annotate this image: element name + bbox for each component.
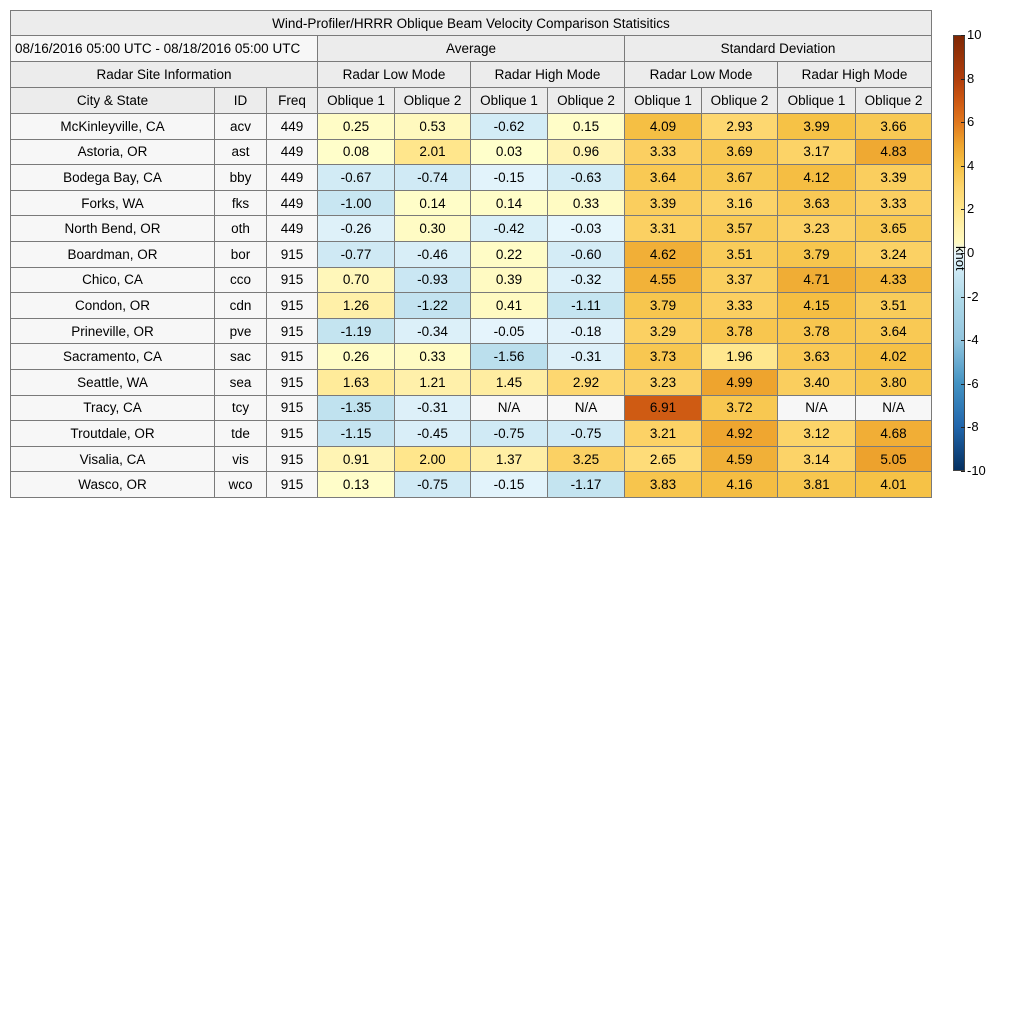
colorbar-tick-label: 6: [967, 114, 975, 130]
site-city-cell: Astoria, OR: [11, 139, 215, 165]
value-cell: 3.14: [778, 446, 856, 472]
value-cell: 3.33: [702, 293, 778, 319]
colorbar-tick-label: -6: [967, 375, 979, 391]
site-freq-cell: 915: [267, 421, 318, 447]
value-cell: 4.83: [856, 139, 932, 165]
value-cell: 0.22: [471, 241, 548, 267]
value-cell: -0.77: [318, 241, 395, 267]
value-cell: 3.23: [625, 369, 702, 395]
stats-table: [10, 10, 932, 498]
site-city-cell: Tracy, CA: [11, 395, 215, 421]
column-header: City & State: [11, 88, 215, 114]
table-row: [11, 114, 932, 140]
group-average-header: Average: [318, 36, 625, 62]
value-cell: 3.81: [778, 472, 856, 498]
value-cell: N/A: [548, 395, 625, 421]
table-row: [11, 241, 932, 267]
value-cell: 0.41: [471, 293, 548, 319]
mode-header-avg-low: Radar Low Mode: [318, 62, 471, 88]
colorbar-tick-mark: [961, 427, 965, 428]
value-cell: 4.16: [702, 472, 778, 498]
site-freq-cell: 915: [267, 318, 318, 344]
site-city-cell: North Bend, OR: [11, 216, 215, 242]
value-cell: 3.72: [702, 395, 778, 421]
column-header: Oblique 1: [625, 88, 702, 114]
column-header: Oblique 2: [548, 88, 625, 114]
site-id-cell: ast: [215, 139, 267, 165]
table-row: [11, 139, 932, 165]
site-city-cell: Forks, WA: [11, 190, 215, 216]
value-cell: 3.65: [856, 216, 932, 242]
value-cell: 3.37: [702, 267, 778, 293]
value-cell: -0.45: [395, 421, 471, 447]
value-cell: 0.33: [395, 344, 471, 370]
column-header: Oblique 1: [471, 88, 548, 114]
site-city-cell: Boardman, OR: [11, 241, 215, 267]
site-id-cell: sea: [215, 369, 267, 395]
site-id-cell: tcy: [215, 395, 267, 421]
value-cell: 4.02: [856, 344, 932, 370]
value-cell: -0.18: [548, 318, 625, 344]
colorbar-tick-mark: [961, 471, 965, 472]
table-row: [11, 293, 932, 319]
table-row: [11, 318, 932, 344]
value-cell: 4.71: [778, 267, 856, 293]
value-cell: 0.26: [318, 344, 395, 370]
colorbar-tick-mark: [961, 384, 965, 385]
value-cell: 3.66: [856, 114, 932, 140]
value-cell: 1.21: [395, 369, 471, 395]
value-cell: 1.96: [702, 344, 778, 370]
value-cell: -1.11: [548, 293, 625, 319]
value-cell: 3.80: [856, 369, 932, 395]
column-header: Oblique 1: [778, 88, 856, 114]
value-cell: 4.55: [625, 267, 702, 293]
table-row: [11, 472, 932, 498]
site-city-cell: Bodega Bay, CA: [11, 165, 215, 191]
value-cell: 3.24: [856, 241, 932, 267]
value-cell: -0.62: [471, 114, 548, 140]
value-cell: 3.25: [548, 446, 625, 472]
value-cell: 4.12: [778, 165, 856, 191]
site-freq-cell: 449: [267, 165, 318, 191]
value-cell: 2.01: [395, 139, 471, 165]
colorbar-tick-label: -4: [967, 332, 979, 348]
value-cell: 0.03: [471, 139, 548, 165]
colorbar-tick-label: 4: [967, 157, 975, 173]
value-cell: -0.03: [548, 216, 625, 242]
value-cell: -1.35: [318, 395, 395, 421]
site-freq-cell: 915: [267, 446, 318, 472]
value-cell: 3.12: [778, 421, 856, 447]
value-cell: 3.23: [778, 216, 856, 242]
value-cell: 5.05: [856, 446, 932, 472]
group-std-header: Standard Deviation: [625, 36, 932, 62]
site-freq-cell: 915: [267, 241, 318, 267]
value-cell: 2.65: [625, 446, 702, 472]
value-cell: 2.92: [548, 369, 625, 395]
value-cell: -0.05: [471, 318, 548, 344]
value-cell: 1.63: [318, 369, 395, 395]
column-header: Oblique 2: [395, 88, 471, 114]
value-cell: -0.32: [548, 267, 625, 293]
value-cell: 4.99: [702, 369, 778, 395]
colorbar-tick-mark: [961, 297, 965, 298]
value-cell: 3.51: [856, 293, 932, 319]
colorbar-tick-mark: [961, 166, 965, 167]
value-cell: N/A: [778, 395, 856, 421]
value-cell: 4.01: [856, 472, 932, 498]
site-id-cell: oth: [215, 216, 267, 242]
value-cell: -0.31: [395, 395, 471, 421]
site-id-cell: pve: [215, 318, 267, 344]
value-cell: 3.73: [625, 344, 702, 370]
value-cell: 4.92: [702, 421, 778, 447]
value-cell: -0.74: [395, 165, 471, 191]
colorbar-unit-label: knot: [953, 246, 968, 271]
value-cell: 1.45: [471, 369, 548, 395]
value-cell: 3.78: [702, 318, 778, 344]
site-id-cell: bor: [215, 241, 267, 267]
site-freq-cell: 915: [267, 267, 318, 293]
site-freq-cell: 915: [267, 472, 318, 498]
table-row: [11, 267, 932, 293]
site-id-cell: tde: [215, 421, 267, 447]
table-row: [11, 344, 932, 370]
site-id-cell: vis: [215, 446, 267, 472]
site-info-header: Radar Site Information: [11, 62, 318, 88]
value-cell: 3.39: [625, 190, 702, 216]
value-cell: -0.15: [471, 165, 548, 191]
value-cell: -0.67: [318, 165, 395, 191]
value-cell: 3.17: [778, 139, 856, 165]
value-cell: 0.25: [318, 114, 395, 140]
site-id-cell: wco: [215, 472, 267, 498]
value-cell: 0.53: [395, 114, 471, 140]
colorbar-tick-label: -10: [967, 463, 986, 478]
table-row: [11, 369, 932, 395]
value-cell: 3.83: [625, 472, 702, 498]
column-header: Oblique 2: [702, 88, 778, 114]
column-header: Oblique 2: [856, 88, 932, 114]
value-cell: 3.57: [702, 216, 778, 242]
site-id-cell: sac: [215, 344, 267, 370]
site-id-cell: bby: [215, 165, 267, 191]
column-header: Freq: [267, 88, 318, 114]
value-cell: N/A: [856, 395, 932, 421]
value-cell: 0.70: [318, 267, 395, 293]
site-city-cell: McKinleyville, CA: [11, 114, 215, 140]
value-cell: -0.42: [471, 216, 548, 242]
site-city-cell: Condon, OR: [11, 293, 215, 319]
value-cell: -1.56: [471, 344, 548, 370]
value-cell: 0.91: [318, 446, 395, 472]
value-cell: 3.31: [625, 216, 702, 242]
site-freq-cell: 449: [267, 114, 318, 140]
value-cell: 0.14: [395, 190, 471, 216]
value-cell: -0.34: [395, 318, 471, 344]
site-city-cell: Sacramento, CA: [11, 344, 215, 370]
date-range: 08/16/2016 05:00 UTC - 08/18/2016 05:00 UTC: [11, 36, 318, 62]
value-cell: 4.68: [856, 421, 932, 447]
value-cell: 3.64: [625, 165, 702, 191]
colorbar-tick-mark: [961, 209, 965, 210]
value-cell: 3.78: [778, 318, 856, 344]
table-title: Wind-Profiler/HRRR Oblique Beam Velocity Comparison Statisitics: [11, 11, 932, 36]
value-cell: 3.99: [778, 114, 856, 140]
site-freq-cell: 915: [267, 293, 318, 319]
value-cell: 4.15: [778, 293, 856, 319]
value-cell: 6.91: [625, 395, 702, 421]
value-cell: 3.67: [702, 165, 778, 191]
mode-header-std-high: Radar High Mode: [778, 62, 932, 88]
value-cell: 0.33: [548, 190, 625, 216]
value-cell: -0.60: [548, 241, 625, 267]
value-cell: 3.33: [856, 190, 932, 216]
value-cell: 1.37: [471, 446, 548, 472]
site-id-cell: cco: [215, 267, 267, 293]
colorbar-tick-label: 8: [967, 70, 975, 86]
site-freq-cell: 915: [267, 369, 318, 395]
site-freq-cell: 915: [267, 344, 318, 370]
value-cell: 0.08: [318, 139, 395, 165]
colorbar-tick-label: -2: [967, 288, 979, 304]
value-cell: N/A: [471, 395, 548, 421]
colorbar-tick-mark: [961, 122, 965, 123]
site-freq-cell: 449: [267, 139, 318, 165]
table-row: [11, 190, 932, 216]
value-cell: 3.29: [625, 318, 702, 344]
value-cell: 3.79: [625, 293, 702, 319]
mode-header-std-low: Radar Low Mode: [625, 62, 778, 88]
site-id-cell: fks: [215, 190, 267, 216]
value-cell: -0.63: [548, 165, 625, 191]
value-cell: 2.93: [702, 114, 778, 140]
value-cell: -1.19: [318, 318, 395, 344]
table-row: [11, 446, 932, 472]
value-cell: 0.13: [318, 472, 395, 498]
value-cell: 4.59: [702, 446, 778, 472]
value-cell: 0.14: [471, 190, 548, 216]
site-city-cell: Prineville, OR: [11, 318, 215, 344]
site-city-cell: Troutdale, OR: [11, 421, 215, 447]
value-cell: 3.39: [856, 165, 932, 191]
value-cell: 3.21: [625, 421, 702, 447]
table-row: [11, 165, 932, 191]
value-cell: -0.75: [471, 421, 548, 447]
value-cell: -0.26: [318, 216, 395, 242]
value-cell: -0.15: [471, 472, 548, 498]
value-cell: 3.51: [702, 241, 778, 267]
value-cell: -1.17: [548, 472, 625, 498]
table-row: [11, 216, 932, 242]
value-cell: 1.26: [318, 293, 395, 319]
colorbar-tick-mark: [961, 35, 965, 36]
value-cell: -1.15: [318, 421, 395, 447]
site-city-cell: Seattle, WA: [11, 369, 215, 395]
value-cell: 4.09: [625, 114, 702, 140]
value-cell: 0.39: [471, 267, 548, 293]
colorbar-tick-label: 0: [967, 245, 975, 260]
value-cell: -0.31: [548, 344, 625, 370]
site-freq-cell: 915: [267, 395, 318, 421]
value-cell: 4.33: [856, 267, 932, 293]
site-city-cell: Wasco, OR: [11, 472, 215, 498]
value-cell: -0.93: [395, 267, 471, 293]
column-header: ID: [215, 88, 267, 114]
colorbar-tick-label: 2: [967, 201, 975, 217]
column-header: Oblique 1: [318, 88, 395, 114]
value-cell: 3.63: [778, 190, 856, 216]
value-cell: 0.96: [548, 139, 625, 165]
value-cell: -1.00: [318, 190, 395, 216]
value-cell: 3.69: [702, 139, 778, 165]
colorbar-tick-mark: [961, 79, 965, 80]
value-cell: 0.15: [548, 114, 625, 140]
value-cell: 3.79: [778, 241, 856, 267]
site-id-cell: acv: [215, 114, 267, 140]
value-cell: -0.75: [395, 472, 471, 498]
table-row: [11, 395, 932, 421]
site-city-cell: Visalia, CA: [11, 446, 215, 472]
value-cell: 3.64: [856, 318, 932, 344]
value-cell: -0.75: [548, 421, 625, 447]
site-freq-cell: 449: [267, 216, 318, 242]
mode-header-avg-high: Radar High Mode: [471, 62, 625, 88]
value-cell: 4.62: [625, 241, 702, 267]
site-freq-cell: 449: [267, 190, 318, 216]
value-cell: 3.33: [625, 139, 702, 165]
site-id-cell: cdn: [215, 293, 267, 319]
value-cell: 3.63: [778, 344, 856, 370]
colorbar-tick-label: 10: [967, 27, 982, 42]
table-row: [11, 421, 932, 447]
colorbar-tick-mark: [961, 340, 965, 341]
site-city-cell: Chico, CA: [11, 267, 215, 293]
value-cell: 0.30: [395, 216, 471, 242]
value-cell: -0.46: [395, 241, 471, 267]
value-cell: 2.00: [395, 446, 471, 472]
value-cell: -1.22: [395, 293, 471, 319]
colorbar-tick-label: -8: [967, 419, 979, 435]
value-cell: 3.40: [778, 369, 856, 395]
value-cell: 3.16: [702, 190, 778, 216]
